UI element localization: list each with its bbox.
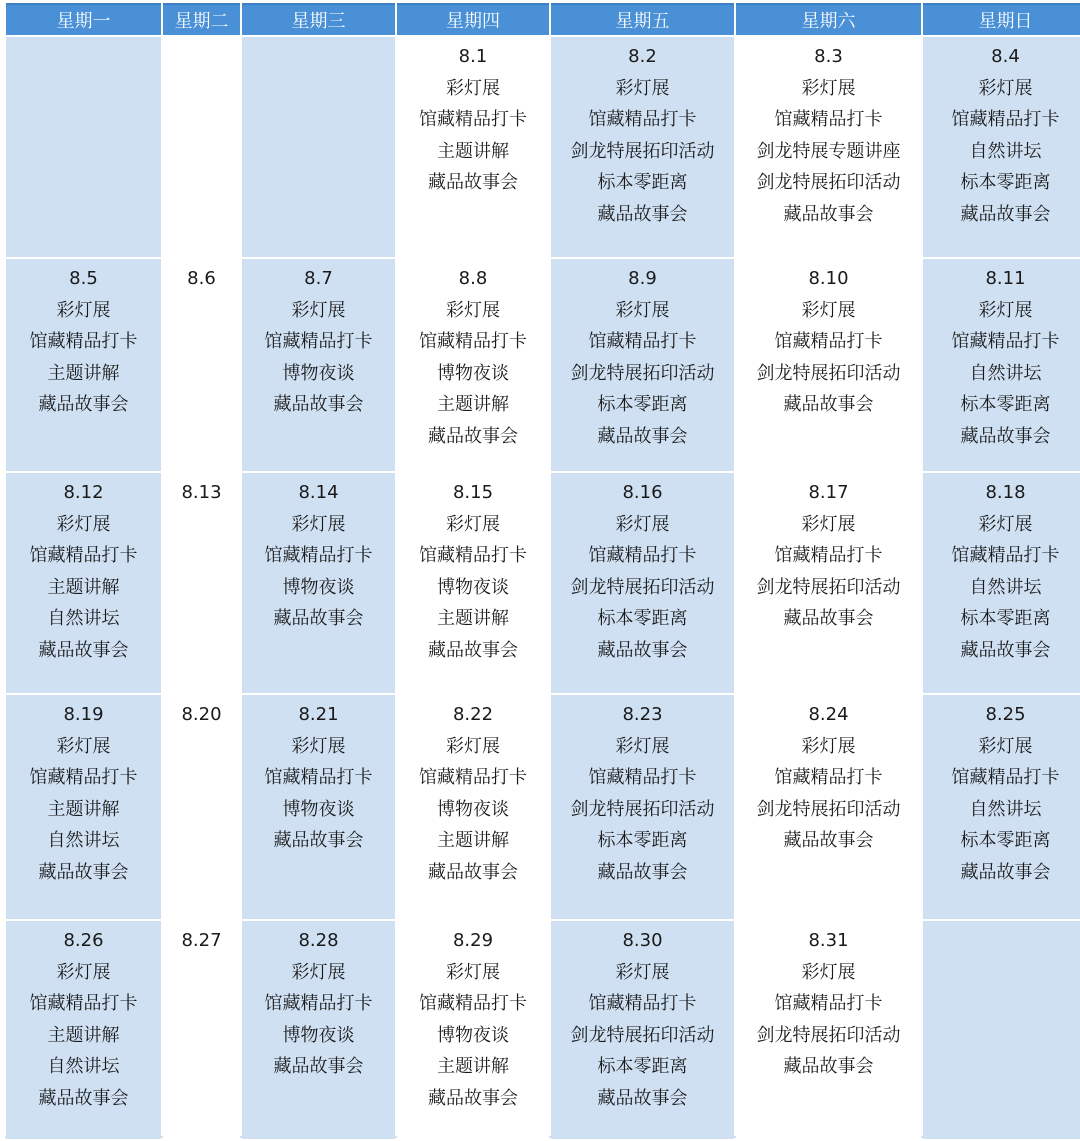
- event-item: 标本零距离: [597, 830, 688, 851]
- event-item: 馆藏精品打卡: [951, 331, 1060, 352]
- day-cell: [551, 259, 734, 471]
- event-item: 剑龙特展拓印活动: [756, 1024, 901, 1046]
- day-date: 8.30: [622, 930, 663, 951]
- event-item: 自然讲坛: [969, 798, 1042, 820]
- event-item: 彩灯展: [801, 735, 856, 757]
- event-item: 彩灯展: [56, 513, 111, 535]
- event-item: 藏品故事会: [428, 172, 518, 193]
- day-cell: [163, 259, 240, 471]
- event-item: 主题讲解: [437, 1056, 509, 1077]
- event-item: 彩灯展: [978, 77, 1033, 99]
- day-date: 8.16: [622, 482, 663, 503]
- day-cell: [6, 259, 161, 471]
- event-item: 彩灯展: [56, 961, 111, 983]
- event-item: 藏品故事会: [783, 830, 874, 851]
- event-item: 馆藏精品打卡: [588, 767, 697, 788]
- event-item: 彩灯展: [446, 77, 500, 99]
- event-item: 馆藏精品打卡: [419, 331, 527, 352]
- event-item: 博物夜谈: [282, 798, 355, 820]
- event-item: 剑龙特展拓印活动: [756, 798, 901, 820]
- day-date: 8.22: [452, 704, 494, 725]
- event-item: 馆藏精品打卡: [264, 767, 373, 788]
- event-item: 彩灯展: [446, 513, 500, 535]
- event-item: 藏品故事会: [273, 394, 364, 415]
- event-item: 馆藏精品打卡: [951, 767, 1060, 788]
- event-item: 主题讲解: [437, 830, 509, 851]
- event-item: 彩灯展: [801, 77, 856, 99]
- header-monday: 星期一: [6, 3, 161, 35]
- day-date: 8.7: [304, 268, 333, 289]
- event-item: 藏品故事会: [783, 608, 874, 629]
- day-date: 8.23: [622, 704, 663, 725]
- event-item: 馆藏精品打卡: [419, 767, 527, 788]
- event-item: 主题讲解: [47, 798, 120, 820]
- day-cell: [397, 473, 549, 693]
- event-item: 馆藏精品打卡: [951, 545, 1060, 566]
- event-item: 彩灯展: [615, 735, 670, 757]
- day-cell: [736, 695, 921, 919]
- day-cell: [551, 921, 734, 1139]
- day-cell: [736, 259, 921, 471]
- day-date: 8.27: [181, 930, 222, 951]
- event-item: 彩灯展: [446, 735, 500, 757]
- event-item: 藏品故事会: [960, 425, 1051, 447]
- event-item: 馆藏精品打卡: [774, 767, 883, 788]
- event-item: 剑龙特展拓印活动: [756, 172, 901, 193]
- event-item: 藏品故事会: [960, 639, 1051, 661]
- day-cell: [242, 695, 395, 919]
- day-cell: [551, 473, 734, 693]
- event-item: 博物夜谈: [282, 1024, 355, 1046]
- day-date: 8.15: [452, 482, 494, 503]
- day-date: 8.6: [187, 268, 216, 289]
- day-date: 8.8: [458, 268, 488, 289]
- day-cell: [242, 37, 395, 257]
- event-item: 馆藏精品打卡: [951, 109, 1060, 130]
- event-item: 藏品故事会: [597, 639, 688, 661]
- day-cell: [163, 921, 240, 1139]
- event-item: 标本零距离: [960, 608, 1051, 629]
- day-cell: [736, 37, 921, 257]
- day-date: 8.31: [808, 930, 849, 951]
- header-tuesday: 星期二: [163, 3, 240, 35]
- event-item: 标本零距离: [960, 172, 1051, 193]
- day-cell: [163, 473, 240, 693]
- day-date: 8.18: [985, 482, 1026, 503]
- day-date: 8.10: [808, 268, 849, 289]
- event-item: 标本零距离: [597, 394, 688, 415]
- event-item: 馆藏精品打卡: [419, 545, 527, 566]
- day-cell: [242, 921, 395, 1139]
- day-cell: [6, 695, 161, 919]
- day-date: 8.19: [63, 704, 104, 725]
- event-item: 标本零距离: [960, 394, 1051, 415]
- event-item: 剑龙特展拓印活动: [570, 1024, 715, 1046]
- day-date: 8.20: [181, 704, 222, 725]
- day-date: 8.5: [69, 268, 98, 289]
- event-item: 彩灯展: [615, 513, 670, 535]
- event-item: 藏品故事会: [428, 425, 518, 447]
- event-item: 自然讲坛: [47, 830, 120, 851]
- event-item: 藏品故事会: [273, 608, 364, 629]
- event-item: 馆藏精品打卡: [774, 109, 883, 130]
- day-date: 8.13: [181, 482, 222, 503]
- day-date: 8.25: [985, 704, 1026, 725]
- event-item: 标本零距离: [597, 608, 688, 629]
- day-date: 8.4: [991, 46, 1020, 67]
- event-item: 彩灯展: [978, 513, 1033, 535]
- event-item: 馆藏精品打卡: [588, 109, 697, 130]
- event-item: 主题讲解: [437, 608, 509, 629]
- event-item: 主题讲解: [47, 1024, 120, 1046]
- event-item: 博物夜谈: [282, 576, 355, 598]
- event-item: 博物夜谈: [437, 1024, 509, 1046]
- day-cell: [163, 695, 240, 919]
- day-date: 8.14: [298, 482, 339, 503]
- event-item: 自然讲坛: [47, 1056, 120, 1077]
- event-item: 剑龙特展拓印活动: [570, 576, 715, 598]
- header-saturday: 星期六: [736, 3, 921, 35]
- day-cell: [163, 37, 240, 257]
- day-cell: [736, 473, 921, 693]
- event-item: 剑龙特展拓印活动: [756, 362, 901, 384]
- event-calendar: [6, 3, 1076, 1135]
- event-item: 藏品故事会: [597, 1087, 688, 1109]
- event-item: 藏品故事会: [273, 1056, 364, 1077]
- event-item: 藏品故事会: [783, 1056, 874, 1077]
- event-item: 博物夜谈: [282, 362, 355, 384]
- day-cell: [6, 921, 161, 1139]
- event-item: 馆藏精品打卡: [29, 993, 138, 1014]
- day-date: 8.21: [298, 704, 339, 725]
- header-friday: 星期五: [551, 3, 734, 35]
- event-item: 藏品故事会: [597, 425, 688, 447]
- event-item: 馆藏精品打卡: [774, 545, 883, 566]
- event-item: 彩灯展: [291, 513, 346, 535]
- day-cell: [397, 921, 549, 1139]
- day-cell: [6, 473, 161, 693]
- day-cell: [6, 37, 161, 257]
- event-item: 自然讲坛: [47, 608, 120, 629]
- day-cell: [397, 695, 549, 919]
- header-sunday: 星期日: [923, 3, 1080, 35]
- event-item: 馆藏精品打卡: [588, 545, 697, 566]
- event-item: 剑龙特展拓印活动: [570, 362, 715, 384]
- event-item: 标本零距离: [597, 172, 688, 193]
- event-item: 彩灯展: [615, 961, 670, 983]
- day-cell: [923, 37, 1080, 257]
- event-item: 藏品故事会: [428, 861, 518, 883]
- event-item: 馆藏精品打卡: [264, 993, 373, 1014]
- day-cell: [923, 259, 1080, 471]
- day-date: 8.2: [628, 46, 657, 67]
- event-item: 彩灯展: [446, 299, 500, 321]
- event-item: 藏品故事会: [597, 861, 688, 883]
- day-date: 8.29: [452, 930, 494, 951]
- day-cell: [736, 921, 921, 1139]
- event-item: 彩灯展: [801, 961, 856, 983]
- day-date: 8.17: [808, 482, 849, 503]
- event-item: 彩灯展: [801, 513, 856, 535]
- event-item: 剑龙特展拓印活动: [756, 576, 901, 598]
- event-item: 彩灯展: [56, 299, 111, 321]
- day-cell: [551, 695, 734, 919]
- day-date: 8.24: [808, 704, 849, 725]
- day-date: 8.11: [985, 268, 1026, 289]
- event-item: 彩灯展: [446, 961, 500, 983]
- day-cell: [923, 921, 1080, 1139]
- event-item: 自然讲坛: [969, 362, 1042, 384]
- event-item: 馆藏精品打卡: [588, 993, 697, 1014]
- event-item: 剑龙特展拓印活动: [570, 798, 715, 820]
- event-item: 剑龙特展拓印活动: [570, 140, 715, 162]
- event-item: 馆藏精品打卡: [264, 545, 373, 566]
- event-item: 馆藏精品打卡: [29, 545, 138, 566]
- day-date: 8.26: [63, 930, 104, 951]
- event-item: 剑龙特展专题讲座: [756, 140, 901, 162]
- event-item: 标本零距离: [960, 830, 1051, 851]
- event-item: 藏品故事会: [960, 203, 1051, 225]
- day-date: 8.3: [814, 46, 843, 67]
- event-item: 藏品故事会: [428, 639, 518, 661]
- day-date: 8.9: [628, 268, 657, 289]
- day-date: 8.12: [63, 482, 104, 503]
- event-item: 馆藏精品打卡: [29, 767, 138, 788]
- day-cell: [397, 37, 549, 257]
- day-cell: [923, 695, 1080, 919]
- event-item: 彩灯展: [291, 961, 346, 983]
- event-item: 彩灯展: [615, 77, 670, 99]
- event-item: 主题讲解: [47, 576, 120, 598]
- event-item: 彩灯展: [801, 299, 856, 321]
- event-item: 藏品故事会: [38, 639, 129, 661]
- day-cell: [397, 259, 549, 471]
- event-item: 藏品故事会: [783, 394, 874, 415]
- event-item: 彩灯展: [291, 299, 346, 321]
- event-item: 自然讲坛: [969, 140, 1042, 162]
- event-item: 藏品故事会: [38, 861, 129, 883]
- event-item: 主题讲解: [47, 362, 120, 384]
- event-item: 主题讲解: [437, 140, 509, 162]
- day-cell: [242, 473, 395, 693]
- event-item: 藏品故事会: [597, 203, 688, 225]
- day-date: 8.1: [458, 46, 488, 67]
- event-item: 馆藏精品打卡: [419, 109, 527, 130]
- event-item: 馆藏精品打卡: [29, 331, 138, 352]
- event-item: 馆藏精品打卡: [264, 331, 373, 352]
- day-cell: [242, 259, 395, 471]
- event-item: 彩灯展: [615, 299, 670, 321]
- day-cell: [923, 473, 1080, 693]
- header-thursday: 星期四: [397, 3, 549, 35]
- day-date: 8.28: [298, 930, 339, 951]
- event-item: 标本零距离: [597, 1056, 688, 1077]
- header-wednesday: 星期三: [242, 3, 395, 35]
- event-item: 藏品故事会: [38, 1087, 129, 1109]
- event-item: 馆藏精品打卡: [774, 331, 883, 352]
- event-item: 藏品故事会: [783, 203, 874, 225]
- event-item: 博物夜谈: [437, 798, 509, 820]
- event-item: 自然讲坛: [969, 576, 1042, 598]
- event-item: 馆藏精品打卡: [774, 993, 883, 1014]
- event-item: 馆藏精品打卡: [419, 993, 527, 1014]
- day-cell: [551, 37, 734, 257]
- event-item: 主题讲解: [437, 394, 509, 415]
- event-item: 博物夜谈: [437, 362, 509, 384]
- event-item: 藏品故事会: [273, 830, 364, 851]
- event-item: 彩灯展: [56, 735, 111, 757]
- event-item: 博物夜谈: [437, 576, 509, 598]
- event-item: 藏品故事会: [38, 394, 129, 415]
- event-item: 彩灯展: [978, 735, 1033, 757]
- event-item: 彩灯展: [978, 299, 1033, 321]
- event-item: 馆藏精品打卡: [588, 331, 697, 352]
- event-item: 藏品故事会: [428, 1087, 518, 1109]
- event-item: 彩灯展: [291, 735, 346, 757]
- event-item: 藏品故事会: [960, 861, 1051, 883]
